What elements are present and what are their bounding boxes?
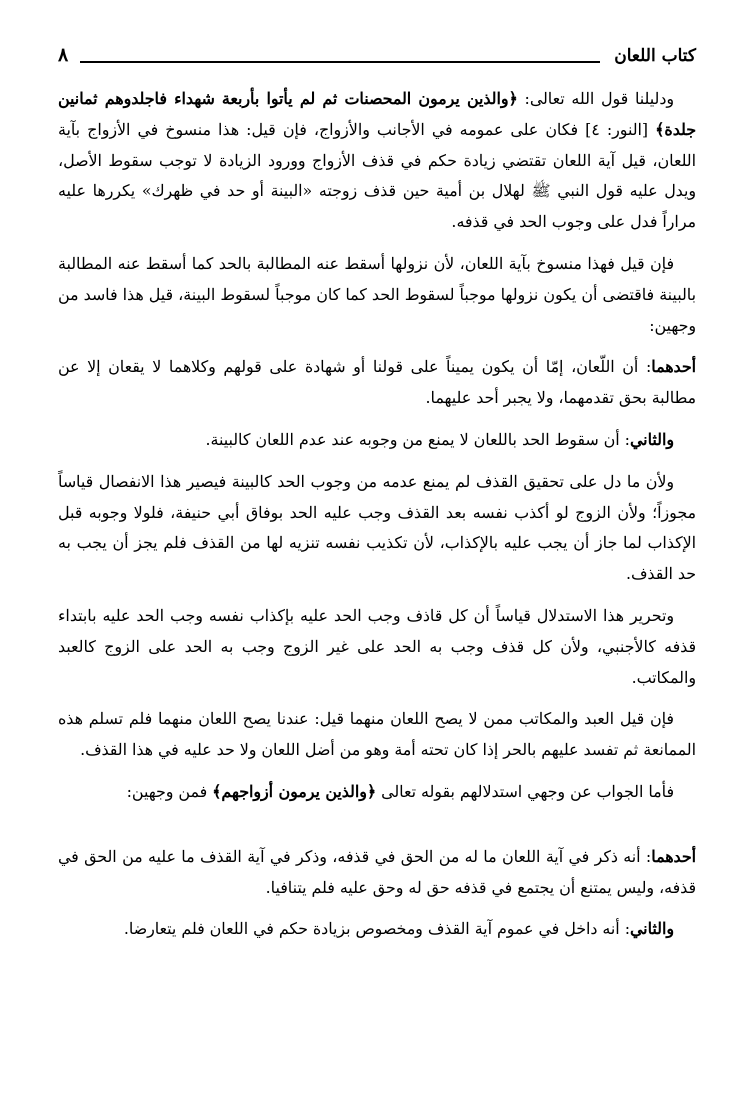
body-text: فأما الجواب عن وجهي استدلالهم بقوله تعالى	[376, 781, 674, 801]
body-text: وتحرير هذا الاستدلال قياساً أن كل قاذف وجب الحد عليه بإكذاب نفسه وجب الحد عليه بابتداء قذفه كالأجنبي، ولأن كل قذف وجب به الحد على غير الزوج وجب به الحد على الزوج كالعبد والمكاتب.	[58, 605, 696, 687]
header-rule	[80, 61, 600, 63]
paragraph	[58, 601, 696, 693]
bold-text: والثاني	[630, 429, 674, 449]
page-body	[58, 84, 696, 956]
body-text: [النور: ٤] فكان على عمومه في الأجانب والأزواج، فإن قيل: هذا منسوخ في الأزواج بآية اللعان، قيل آية اللعان تقتضي زيادة حكم في قذف الأزواج وورود الزيادة لا توجب سقوط الأصل، ويدل عليه قول النبي ﷺ لهلال بن أمية حين قذف زوجته «البينة أو حد في ظهرك» يكررها عليه مراراً فدل على وجوب الحد في قذفه.	[58, 119, 696, 232]
paragraph	[58, 249, 696, 341]
body-text: فإن قيل العبد والمكاتب ممن لا يصح اللعان منهما قيل: عندنا يصح اللعان منهما فلم تسلم هذه الممانعة ثم تفسد عليهم بالحر إذا كان تحته أمة وهو من أضل اللعان ولا حد عليه في هذا القذف.	[58, 709, 696, 760]
body-text: : أن سقوط الحد باللعان لا يمنع من وجوبه عند عدم اللعان كالبينة.	[205, 429, 631, 449]
chapter-title: كتاب اللعان	[614, 46, 696, 66]
running-header	[58, 44, 696, 74]
paragraph	[58, 842, 696, 904]
body-text: ودليلنا قول الله تعالى:	[517, 89, 674, 108]
paragraph	[58, 704, 696, 766]
paragraph	[58, 777, 696, 808]
page-number: ٨	[58, 44, 69, 66]
bold-text: ﴿والذين يرمون أزواجهم﴾	[212, 781, 377, 801]
bold-text: والثاني	[630, 919, 674, 939]
bold-text: أحدهما	[651, 357, 696, 377]
paragraph	[58, 425, 696, 456]
paragraph	[58, 352, 696, 414]
body-text: : أنه داخل في عموم آية القذف ومخصوص بزيادة حكم في اللعان فلم يتعارضا.	[123, 919, 631, 939]
paragraph	[58, 914, 696, 945]
body-text: : أن اللّعان، إمّا أن يكون يميناً على قولنا أو شهادة على قولهم وكلاهما لا يقعان إلا عن مطالبة بحق تقدمهما، ولا يجبر أحد عليهما.	[58, 357, 696, 408]
paragraph	[58, 84, 696, 238]
body-text: : أنه ذكر في آية اللعان ما له من الحق في قذفه، وذكر في آية القذف ما عليه من الحق في قذفه، وليس يمتنع أن يجتمع في قذفه حق له وحق عليه فلم يتنافيا.	[58, 846, 696, 897]
paragraph	[58, 467, 696, 590]
body-text: فإن قيل فهذا منسوخ بآية اللعان، لأن نزولها أسقط عنه المطالبة بالحد كما أسقط عنه المطالبة بالبينة فاقتضى أن يكون نزولها موجباً لسقوط الحد كما كان موجباً لسقوط البينة، قيل هذا فاسد من وجهين:	[58, 253, 696, 335]
bold-text: أحدهما	[651, 846, 696, 866]
body-text: فمن وجهين:	[126, 781, 213, 801]
body-text: ولأن ما دل على تحقيق القذف لم يمنع عدمه من وجوب الحد كالبينة فيصير هذا الانفصال قياساً مجوزاً؛ ولأن الزوج لو أكذب نفسه بعد القذف وجب عليه الحد بوفاق أبي حنيفة، فلولا وجوبه قبل الإكذاب لما جاز أن يجب عليه بالإكذاب، لأن تكذيب نفسه تنزيه لها من القذف فلم يجز أن يجب به حد القذف.	[58, 471, 696, 584]
bold-text: ﴿والذين يرمون المحصنات ثم لم يأتوا بأربعة شهداء فاجلدوهم ثمانين جلدة﴾	[58, 89, 696, 139]
